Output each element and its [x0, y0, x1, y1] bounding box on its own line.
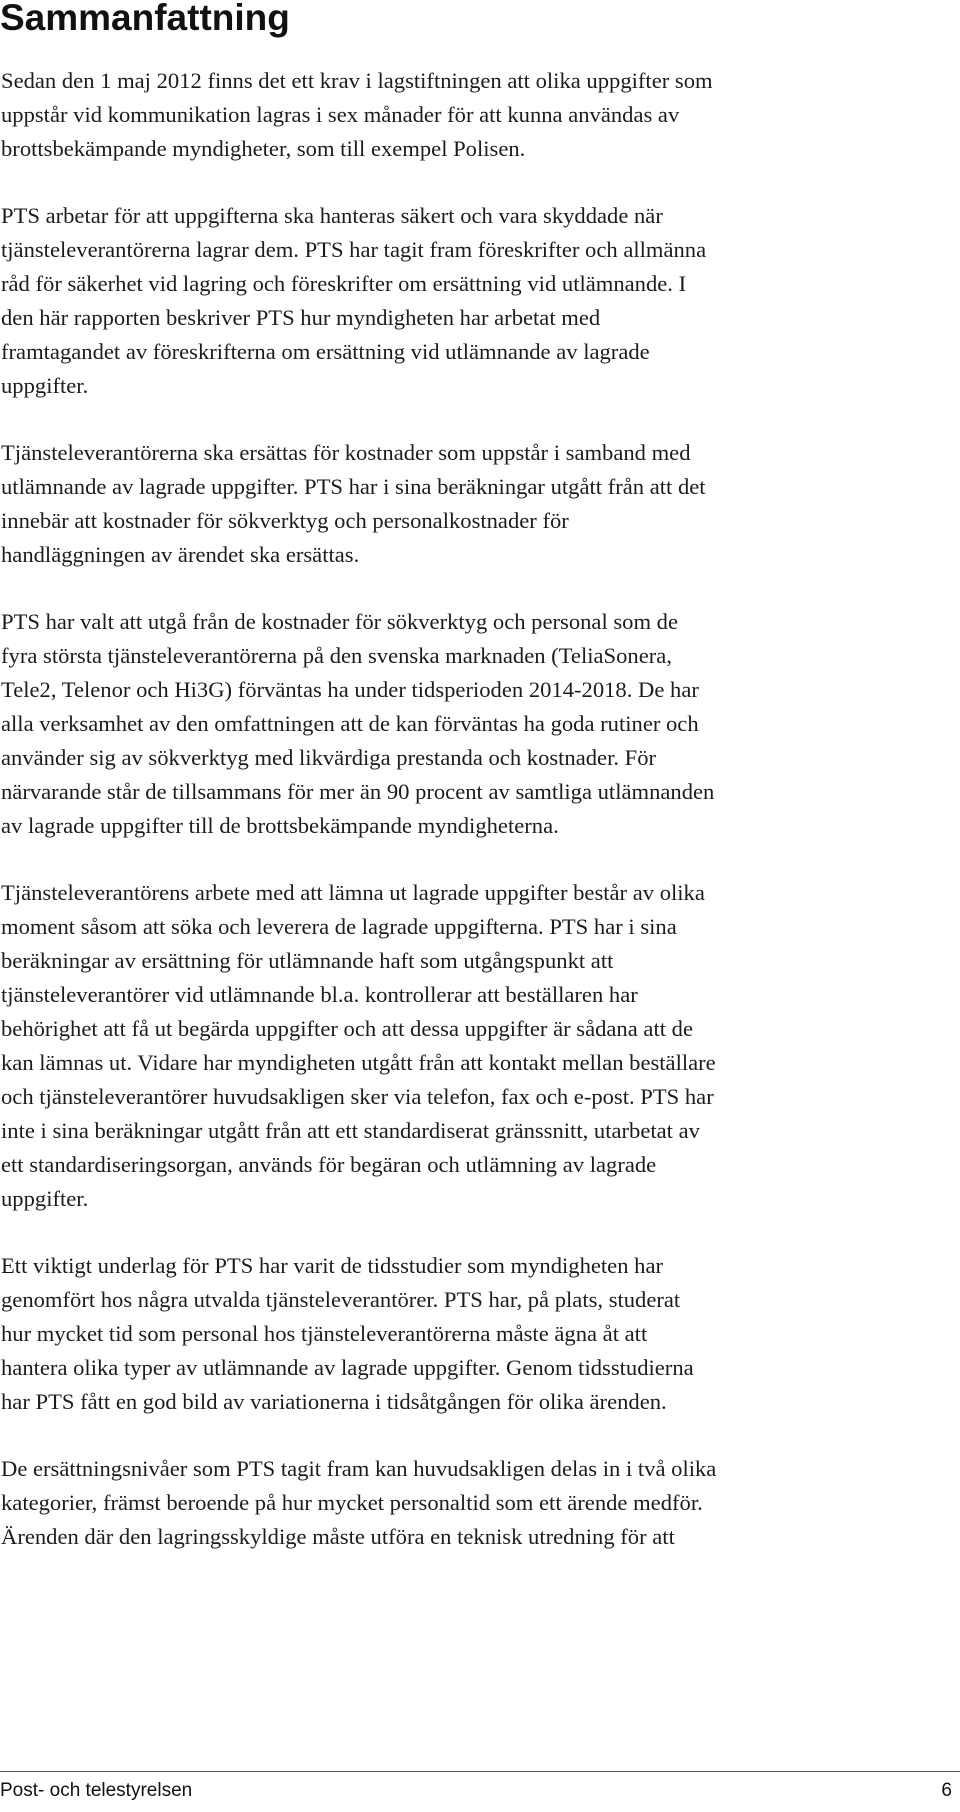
paragraph-line: alla verksamhet av den omfattningen att de kan förväntas ha goda rutiner och	[1, 711, 699, 736]
paragraph-line: framtagandet av föreskrifterna om ersättning vid utlämnande av lagrade	[1, 339, 650, 364]
paragraph-line: beräkningar av ersättning för utlämnande haft som utgångspunkt att	[1, 948, 614, 973]
paragraph-line: uppgifter.	[1, 1186, 89, 1211]
page-title: Sammanfattning	[0, 0, 290, 38]
paragraph-line: behörighet att få ut begärda uppgifter och att dessa uppgifter är sådana att de	[1, 1016, 693, 1041]
paragraph-line: Tele2, Telenor och Hi3G) förväntas ha under tidsperioden 2014-2018. De har	[1, 677, 699, 702]
paragraph-line: hur mycket tid som personal hos tjänsteleverantörerna måste ägna åt att	[1, 1321, 648, 1346]
paragraph-line: uppgifter.	[1, 373, 89, 398]
paragraph-line: kan lämnas ut. Vidare har myndigheten utgått från att kontakt mellan beställare	[1, 1050, 716, 1075]
page-footer	[0, 1778, 952, 1804]
paragraph-line: inte i sina beräkningar utgått från att ett standardiserat gränssnitt, utarbetat av	[1, 1118, 700, 1143]
paragraph-line: av lagrade uppgifter till de brottsbekämpande myndigheterna.	[1, 813, 559, 838]
paragraph-line: innebär att kostnader för sökverktyg och personalkostnader för	[1, 508, 569, 533]
paragraph-line: PTS arbetar för att uppgifterna ska hanteras säkert och vara skyddade när	[1, 203, 663, 228]
paragraph-line: hantera olika typer av utlämnande av lagrade uppgifter. Genom tidsstudierna	[1, 1355, 694, 1380]
summary-paragraph	[1, 876, 957, 1216]
summary-paragraph	[1, 1452, 957, 1554]
paragraph-line: handläggningen av ärendet ska ersättas.	[1, 542, 360, 567]
paragraph-line: utlämnande av lagrade uppgifter. PTS har i sina beräkningar utgått från att det	[1, 474, 706, 499]
paragraph-line: De ersättningsnivåer som PTS tagit fram kan huvudsakligen delas in i två olika	[1, 1456, 717, 1481]
paragraph-line: tjänsteleverantörer vid utlämnande bl.a. kontrollerar att beställaren har	[1, 982, 638, 1007]
paragraph-line: har PTS fått en god bild av variationerna i tidsåtgången för olika ärenden.	[1, 1389, 667, 1414]
paragraph-line: närvarande står de tillsammans för mer än 90 procent av samtliga utlämnanden	[1, 779, 715, 804]
paragraph-line: tjänsteleverantörerna lagrar dem. PTS har tagit fram föreskrifter och allmänna	[1, 237, 707, 262]
summary-paragraph	[1, 436, 957, 572]
paragraph-line: Ärenden där den lagringsskyldige måste utföra en teknisk utredning för att	[1, 1524, 675, 1549]
summary-paragraph	[1, 1249, 957, 1419]
paragraph-line: genomfört hos några utvalda tjänsteleverantörer. PTS har, på plats, studerat	[1, 1287, 681, 1312]
summary-paragraph	[1, 64, 957, 166]
paragraph-line: använder sig av sökverktyg med likvärdiga prestanda och kostnader. För	[1, 745, 657, 770]
paragraph-line: uppstår vid kommunikation lagras i sex månader för att kunna användas av	[1, 102, 680, 127]
footer-organization: Post- och telestyrelsen	[0, 1780, 193, 1801]
paragraph-line: Tjänsteleverantörerna ska ersättas för kostnader som uppstår i samband med	[1, 440, 691, 465]
paragraph-line: kategorier, främst beroende på hur mycket personaltid som ett ärende medför.	[1, 1490, 703, 1515]
footer-page-number: 6	[941, 1780, 952, 1801]
paragraph-line: råd för säkerhet vid lagring och föreskrifter om ersättning vid utlämnande. I	[1, 271, 687, 296]
paragraph-line: brottsbekämpande myndigheter, som till exempel Polisen.	[1, 136, 526, 161]
paragraph-line: Ett viktigt underlag för PTS har varit de tidsstudier som myndigheten har	[1, 1253, 664, 1278]
paragraph-line: fyra största tjänsteleverantörerna på den svenska marknaden (TeliaSonera,	[1, 643, 672, 668]
paragraph-line: moment såsom att söka och leverera de lagrade uppgifterna. PTS har i sina	[1, 914, 677, 939]
paragraph-line: PTS har valt att utgå från de kostnader för sökverktyg och personal som de	[1, 609, 679, 634]
paragraph-line: Sedan den 1 maj 2012 finns det ett krav i lagstiftningen att olika uppgifter som	[1, 68, 713, 93]
paragraph-line: den här rapporten beskriver PTS hur myndigheten har arbetat med	[1, 305, 601, 330]
summary-paragraph	[1, 199, 957, 403]
paragraph-line: och tjänsteleverantörer huvudsakligen sker via telefon, fax och e-post. PTS har	[1, 1084, 714, 1109]
paragraph-line: ett standardiseringsorgan, används för begäran och utlämning av lagrade	[1, 1152, 657, 1177]
paragraph-line: Tjänsteleverantörens arbete med att lämna ut lagrade uppgifter består av olika	[1, 880, 705, 905]
summary-paragraph	[1, 605, 957, 843]
summary-body	[1, 64, 957, 1587]
footer-divider	[0, 1771, 960, 1772]
